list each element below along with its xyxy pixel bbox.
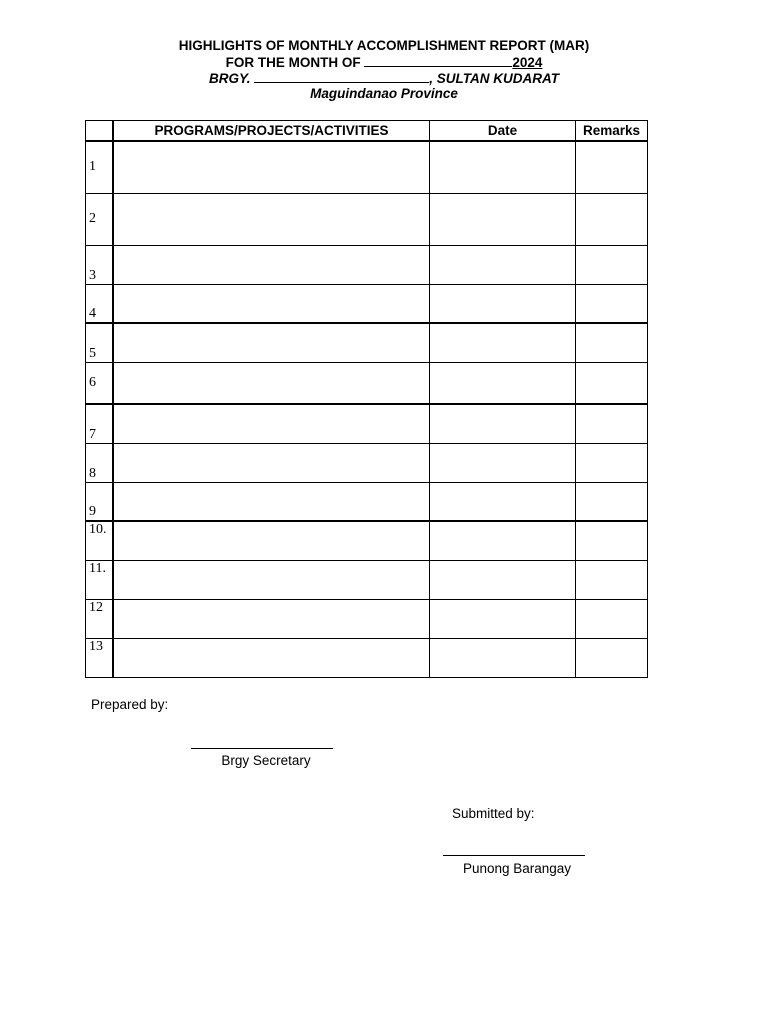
programs-cell[interactable] (113, 323, 430, 362)
programs-cell[interactable] (113, 560, 430, 599)
row-number: 6 (86, 362, 114, 404)
date-cell[interactable] (430, 443, 576, 482)
programs-cell[interactable] (113, 362, 430, 404)
table-header-row (86, 121, 648, 142)
row-number: 10. (86, 521, 114, 560)
accomplishment-table (85, 120, 648, 678)
row-number: 8 (86, 443, 114, 482)
table-row (86, 323, 648, 362)
month-label: FOR THE MONTH OF (225, 55, 361, 70)
row-number: 9 (86, 482, 114, 521)
date-cell[interactable] (430, 599, 576, 638)
row-number: 7 (86, 404, 114, 443)
programs-cell[interactable] (113, 482, 430, 521)
date-cell[interactable] (430, 521, 576, 560)
report-year: 2024 (512, 55, 543, 70)
programs-cell[interactable] (113, 141, 430, 193)
remarks-cell[interactable] (576, 599, 648, 638)
row-number: 1 (86, 141, 114, 193)
date-cell[interactable] (430, 482, 576, 521)
row-number: 4 (86, 284, 114, 323)
column-header-programs: PROGRAMS/PROJECTS/ACTIVITIES (113, 121, 430, 142)
report-title: HIGHLIGHTS OF MONTHLY ACCOMPLISHMENT REPORT (MAR) (178, 38, 590, 53)
submitted-by-label: Submitted by: (452, 806, 535, 821)
punong-barangay-signature-line[interactable] (443, 855, 585, 856)
table-row (86, 245, 648, 284)
programs-cell[interactable] (113, 193, 430, 245)
date-cell[interactable] (430, 323, 576, 362)
punong-barangay-role-label: Punong Barangay (462, 861, 572, 876)
date-cell[interactable] (430, 560, 576, 599)
programs-cell[interactable] (113, 245, 430, 284)
remarks-cell[interactable] (576, 521, 648, 560)
column-header-date: Date (430, 121, 576, 142)
remarks-cell[interactable] (576, 193, 648, 245)
date-cell[interactable] (430, 362, 576, 404)
table-row (86, 599, 648, 638)
remarks-cell[interactable] (576, 482, 648, 521)
date-cell[interactable] (430, 404, 576, 443)
table-row (86, 404, 648, 443)
remarks-cell[interactable] (576, 362, 648, 404)
programs-cell[interactable] (113, 404, 430, 443)
table-row (86, 521, 648, 560)
row-number: 5 (86, 323, 114, 362)
month-blank[interactable] (364, 54, 512, 67)
month-line (0, 54, 768, 71)
secretary-role-label: Brgy Secretary (221, 753, 311, 768)
municipality-label: , SULTAN KUDARAT (429, 71, 559, 86)
prepared-by-label: Prepared by: (91, 697, 169, 712)
table-row (86, 141, 648, 193)
remarks-cell[interactable] (576, 141, 648, 193)
column-header-number (86, 121, 114, 142)
remarks-cell[interactable] (576, 638, 648, 677)
table-row (86, 193, 648, 245)
table-row (86, 284, 648, 323)
table-row (86, 362, 648, 404)
barangay-blank[interactable] (254, 70, 429, 83)
table-row (86, 560, 648, 599)
row-number: 3 (86, 245, 114, 284)
date-cell[interactable] (430, 245, 576, 284)
table-row (86, 482, 648, 521)
date-cell[interactable] (430, 141, 576, 193)
remarks-cell[interactable] (576, 245, 648, 284)
remarks-cell[interactable] (576, 560, 648, 599)
row-number: 13 (86, 638, 114, 677)
programs-cell[interactable] (113, 638, 430, 677)
barangay-line (0, 70, 768, 87)
row-number: 2 (86, 193, 114, 245)
row-number: 12 (86, 599, 114, 638)
table-row (86, 638, 648, 677)
province-line: Maguindanao Province (310, 86, 458, 101)
programs-cell[interactable] (113, 284, 430, 323)
table-row (86, 443, 648, 482)
date-cell[interactable] (430, 638, 576, 677)
date-cell[interactable] (430, 193, 576, 245)
barangay-label: BRGY. (208, 71, 251, 86)
programs-cell[interactable] (113, 521, 430, 560)
secretary-signature-line[interactable] (191, 748, 333, 749)
remarks-cell[interactable] (576, 404, 648, 443)
remarks-cell[interactable] (576, 323, 648, 362)
remarks-cell[interactable] (576, 443, 648, 482)
date-cell[interactable] (430, 284, 576, 323)
remarks-cell[interactable] (576, 284, 648, 323)
column-header-remarks: Remarks (576, 121, 648, 142)
row-number: 11. (86, 560, 114, 599)
programs-cell[interactable] (113, 599, 430, 638)
programs-cell[interactable] (113, 443, 430, 482)
